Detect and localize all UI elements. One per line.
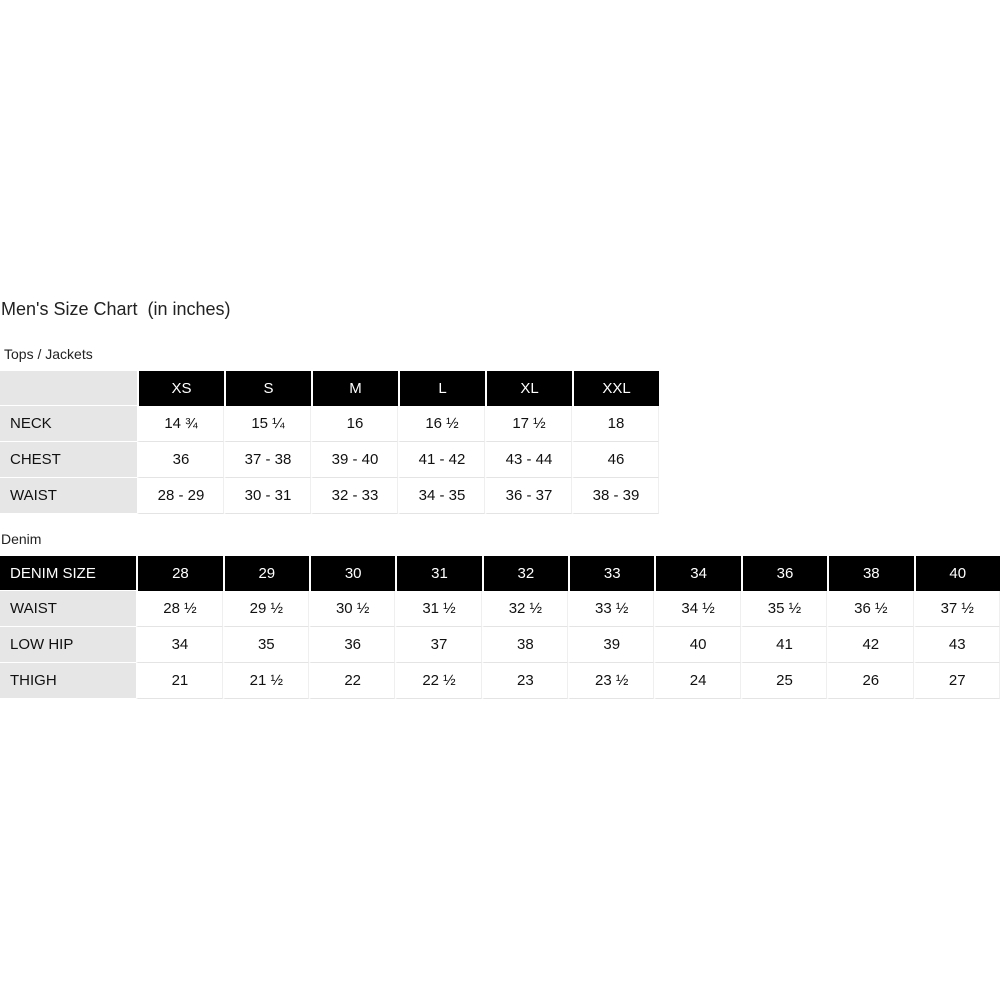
denim-size-table bbox=[0, 556, 1000, 699]
table-cell: 15 ¼ bbox=[224, 406, 311, 442]
table-cell: 43 bbox=[914, 627, 1000, 663]
table-cell: 27 bbox=[914, 663, 1000, 699]
column-header: 29 bbox=[223, 556, 309, 591]
table-row bbox=[0, 627, 1000, 663]
table-cell: 37 bbox=[395, 627, 481, 663]
table-cell: 16 bbox=[311, 406, 398, 442]
table-cell: 35 ½ bbox=[741, 591, 827, 627]
column-header: 30 bbox=[309, 556, 395, 591]
row-label: LOW HIP bbox=[0, 627, 136, 663]
row-label: THIGH bbox=[0, 663, 136, 699]
table-row bbox=[0, 478, 659, 514]
table-cell: 34 bbox=[136, 627, 222, 663]
table-cell: 36 bbox=[309, 627, 395, 663]
column-header: XL bbox=[485, 371, 572, 406]
table-cell: 21 bbox=[136, 663, 222, 699]
column-header: 38 bbox=[827, 556, 913, 591]
page-title: Men's Size Chart (in inches) bbox=[1, 299, 231, 319]
column-header: 33 bbox=[568, 556, 654, 591]
table-cell: 28 - 29 bbox=[137, 478, 224, 514]
table-cell: 23 bbox=[482, 663, 568, 699]
table-cell: 32 ½ bbox=[482, 591, 568, 627]
column-header: 32 bbox=[482, 556, 568, 591]
table-cell: 33 ½ bbox=[568, 591, 654, 627]
table-cell: 23 ½ bbox=[568, 663, 654, 699]
table-cell: 22 bbox=[309, 663, 395, 699]
table-cell: 46 bbox=[572, 442, 659, 478]
table-cell: 38 - 39 bbox=[572, 478, 659, 514]
table-cell: 14 ¾ bbox=[137, 406, 224, 442]
table-cell: 31 ½ bbox=[395, 591, 481, 627]
table-cell: 36 ½ bbox=[827, 591, 913, 627]
table-cell: 25 bbox=[741, 663, 827, 699]
table-cell: 34 - 35 bbox=[398, 478, 485, 514]
table-cell: 43 - 44 bbox=[485, 442, 572, 478]
table-header-row bbox=[0, 556, 1000, 591]
table-cell: 30 - 31 bbox=[224, 478, 311, 514]
tops-section-label: Tops / Jackets bbox=[4, 346, 93, 362]
table-cell: 36 bbox=[137, 442, 224, 478]
column-header: XS bbox=[137, 371, 224, 406]
table-cell: 16 ½ bbox=[398, 406, 485, 442]
table-cell: 21 ½ bbox=[223, 663, 309, 699]
table-cell: 37 - 38 bbox=[224, 442, 311, 478]
table-cell: 24 bbox=[654, 663, 740, 699]
table-cell: 36 - 37 bbox=[485, 478, 572, 514]
table-cell: 37 ½ bbox=[914, 591, 1000, 627]
table-row bbox=[0, 442, 659, 478]
table-cell: 41 - 42 bbox=[398, 442, 485, 478]
table-row bbox=[0, 591, 1000, 627]
table-cell: 39 - 40 bbox=[311, 442, 398, 478]
column-header: 28 bbox=[136, 556, 222, 591]
table-cell: 30 ½ bbox=[309, 591, 395, 627]
column-header: 36 bbox=[741, 556, 827, 591]
row-label: NECK bbox=[0, 406, 137, 442]
table-cell: 38 bbox=[482, 627, 568, 663]
row-label: WAIST bbox=[0, 478, 137, 514]
denim-size-header: DENIM SIZE bbox=[0, 556, 136, 591]
table-cell: 32 - 33 bbox=[311, 478, 398, 514]
table-row bbox=[0, 663, 1000, 699]
table-cell: 34 ½ bbox=[654, 591, 740, 627]
column-header: M bbox=[311, 371, 398, 406]
column-header: XXL bbox=[572, 371, 659, 406]
table-cell: 22 ½ bbox=[395, 663, 481, 699]
table-cell: 39 bbox=[568, 627, 654, 663]
column-header: 34 bbox=[654, 556, 740, 591]
tops-size-table bbox=[0, 371, 659, 514]
table-cell: 17 ½ bbox=[485, 406, 572, 442]
column-header: 40 bbox=[914, 556, 1000, 591]
row-label: CHEST bbox=[0, 442, 137, 478]
table-cell: 26 bbox=[827, 663, 913, 699]
table-cell: 42 bbox=[827, 627, 913, 663]
table-cell: 40 bbox=[654, 627, 740, 663]
table-cell: 41 bbox=[741, 627, 827, 663]
column-header: L bbox=[398, 371, 485, 406]
table-cell: 18 bbox=[572, 406, 659, 442]
denim-section-label: Denim bbox=[1, 531, 42, 547]
column-header: S bbox=[224, 371, 311, 406]
row-label: WAIST bbox=[0, 591, 136, 627]
column-header: 31 bbox=[395, 556, 481, 591]
table-header-row bbox=[0, 371, 659, 406]
table-cell: 28 ½ bbox=[136, 591, 222, 627]
table-cell: 35 bbox=[223, 627, 309, 663]
table-row bbox=[0, 406, 659, 442]
table-cell: 29 ½ bbox=[223, 591, 309, 627]
table-corner-cell bbox=[0, 371, 137, 406]
